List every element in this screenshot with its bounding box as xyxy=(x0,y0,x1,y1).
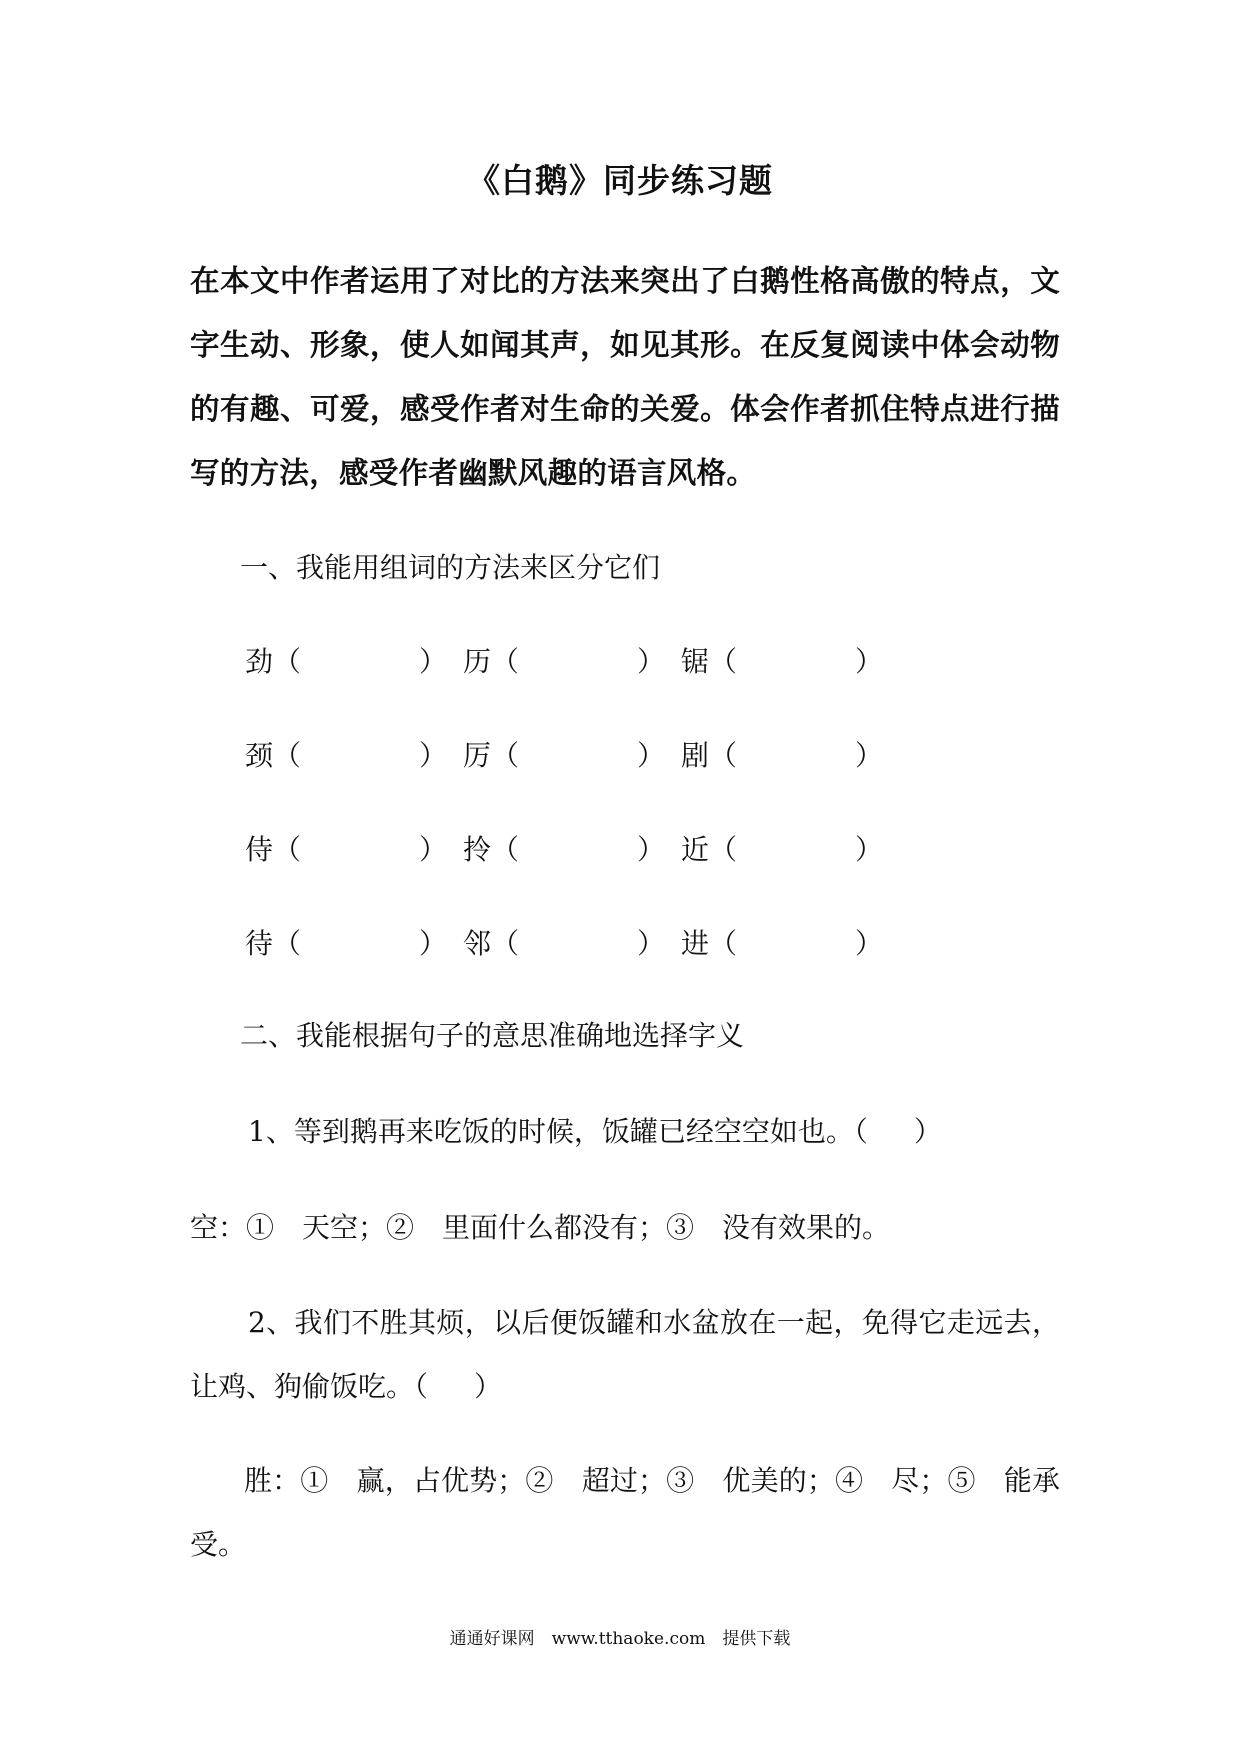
open-paren: （ xyxy=(709,645,738,678)
word-item xyxy=(463,736,665,776)
close-paren: ） xyxy=(855,833,884,866)
word-item xyxy=(245,830,447,870)
close-paren: ） xyxy=(913,1115,942,1148)
open-paren: （ xyxy=(491,739,520,772)
close-paren: ） xyxy=(637,927,666,960)
section-1-heading: 一、我能用组词的方法来区分它们 xyxy=(240,551,661,584)
question-1-sentence: 1、等到鹅再来吃饭的时候，饭罐已经空空如也。（ xyxy=(248,1115,868,1148)
question-2-sentence: 2、我们不胜其烦，以后便饭罐和水盆放在一起，免得它走远去，让鸡、狗偷饭吃。（ xyxy=(190,1306,1060,1403)
close-paren: ） xyxy=(637,833,666,866)
close-paren: ） xyxy=(855,927,884,960)
word-char: 待 xyxy=(245,927,274,960)
word-char: 厉 xyxy=(463,739,492,772)
word-item xyxy=(245,642,447,682)
close-paren: ） xyxy=(419,645,448,678)
close-paren: ） xyxy=(419,927,448,960)
open-paren: （ xyxy=(491,927,520,960)
open-paren: （ xyxy=(273,739,302,772)
word-char: 进 xyxy=(681,927,710,960)
open-paren: （ xyxy=(273,645,302,678)
page-title: 《白鹅》同步练习题 xyxy=(467,161,773,200)
question-2 xyxy=(190,1291,1060,1419)
word-char: 锯 xyxy=(681,645,710,678)
word-item xyxy=(245,924,447,964)
section-2-heading: 二、我能根据句子的意思准确地选择字义 xyxy=(240,1019,745,1052)
close-paren: ） xyxy=(855,645,884,678)
open-paren: （ xyxy=(273,927,302,960)
word-item xyxy=(463,830,665,870)
close-paren: ） xyxy=(474,1370,503,1403)
question-1-meanings: 空：① 天空；② 里面什么都没有；③ 没有效果的。 xyxy=(190,1211,891,1244)
close-paren: ） xyxy=(419,739,448,772)
open-paren: （ xyxy=(709,927,738,960)
word-item xyxy=(681,642,883,682)
close-paren: ） xyxy=(637,645,666,678)
open-paren: （ xyxy=(709,833,738,866)
word-char: 劲 xyxy=(245,645,274,678)
close-paren: ） xyxy=(855,739,884,772)
word-item xyxy=(681,924,883,964)
word-char: 历 xyxy=(463,645,492,678)
open-paren: （ xyxy=(709,739,738,772)
close-paren: ） xyxy=(637,739,666,772)
open-paren: （ xyxy=(491,833,520,866)
close-paren: ） xyxy=(419,833,448,866)
open-paren: （ xyxy=(273,833,302,866)
word-char: 剧 xyxy=(681,739,710,772)
question-1 xyxy=(190,1100,1060,1164)
word-char: 侍 xyxy=(245,833,274,866)
word-item xyxy=(245,736,447,776)
word-item xyxy=(463,642,665,682)
word-item xyxy=(681,830,883,870)
open-paren: （ xyxy=(491,645,520,678)
word-item xyxy=(463,924,665,964)
word-char: 拎 xyxy=(463,833,492,866)
word-char: 邻 xyxy=(463,927,492,960)
intro-paragraph: 在本文中作者运用了对比的方法来突出了白鹅性格高傲的特点，文字生动、形象，使人如闻其声，如见其形。在反复阅读中体会动物的有趣、可爱，感受作者对生命的关爱。体会作者抓住特点进行描写的方法，感受作者幽默风趣的语言风格。 xyxy=(190,264,1060,490)
question-2-meanings: 胜：① 赢，占优势；② 超过；③ 优美的；④ 尽；⑤ 能承受。 xyxy=(190,1464,1060,1561)
word-item xyxy=(681,736,883,776)
word-char: 颈 xyxy=(245,739,274,772)
word-char: 近 xyxy=(681,833,710,866)
footer-credit: 通通好课网 www.tthaoke.com 提供下载 xyxy=(449,1629,791,1649)
